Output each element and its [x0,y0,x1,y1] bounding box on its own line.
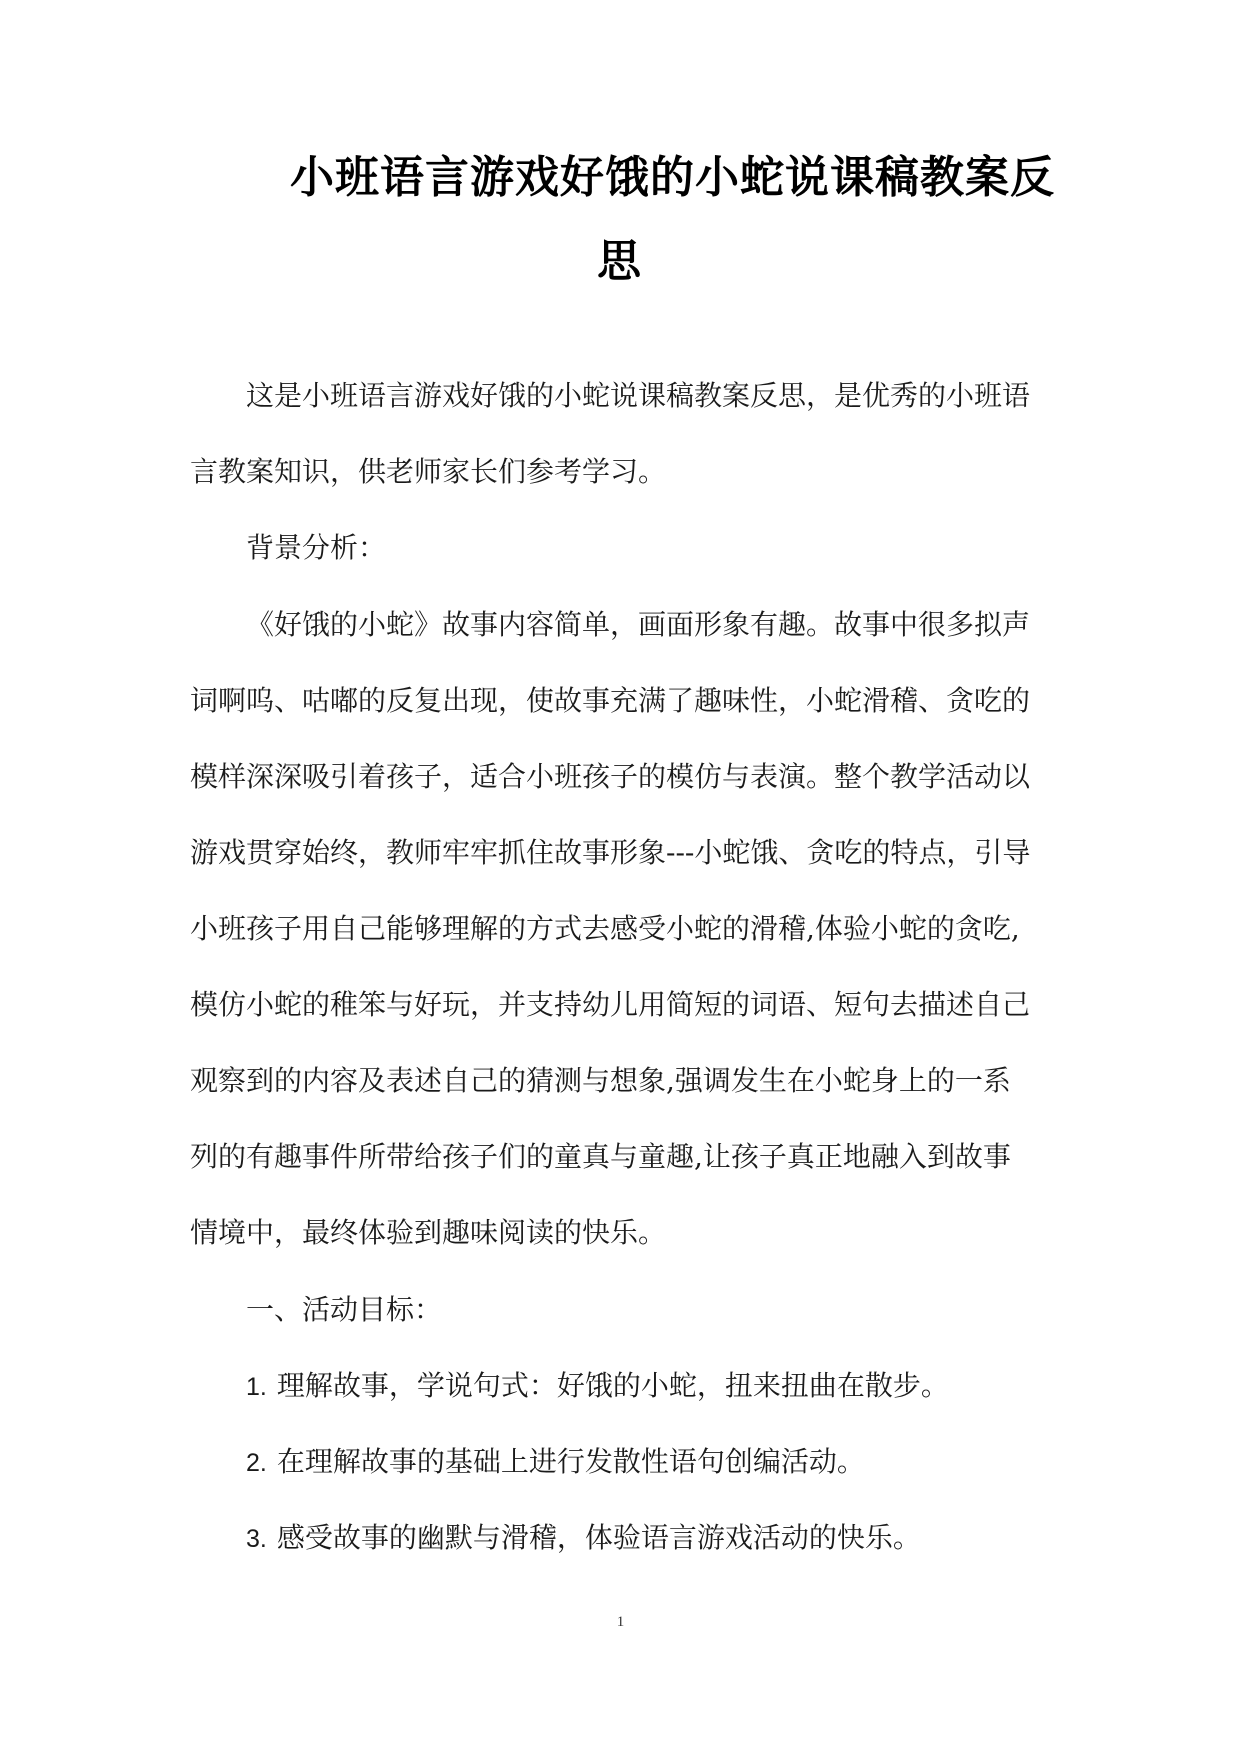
background-line-1: 《好饿的小蛇》故事内容简单，画面形象有趣。故事中很多拟声 [246,608,1031,641]
background-line-8: 列的有趣事件所带给孩子们的童真与童趣,让孩子真正地融入到故事 [190,1140,1011,1173]
goal-number: 1. [246,1373,267,1401]
goal-item-2 [246,1442,865,1483]
intro-line-2: 言教案知识，供老师家长们参考学习。 [190,455,667,488]
goal-text: 感受故事的幽默与滑稽，体验语言游戏活动的快乐。 [276,1521,921,1554]
background-line-2: 词啊呜、咕嘟的反复出现，使故事充满了趣味性，小蛇滑稽、贪吃的 [190,684,1031,717]
document-title-line-2: 思 [597,236,641,287]
intro-line-1: 这是小班语言游戏好饿的小蛇说课稿教案反思，是优秀的小班语 [246,379,1031,412]
document-title-line-1: 小班语言游戏好饿的小蛇说课稿教案反 [290,152,1055,203]
goal-number: 3. [246,1525,267,1553]
background-line-5: 小班孩子用自己能够理解的方式去感受小蛇的滑稽,体验小蛇的贪吃, [190,912,1020,945]
goal-item-3 [246,1518,921,1559]
goal-number: 2. [246,1449,267,1477]
background-heading: 背景分析： [246,531,387,564]
goals-heading: 一、活动目标： [246,1293,443,1326]
goal-item-1 [246,1366,949,1407]
goal-text: 理解故事，学说句式：好饿的小蛇，扭来扭曲在散步。 [276,1369,949,1402]
background-line-6: 模仿小蛇的稚笨与好玩，并支持幼儿用简短的词语、短句去描述自己 [190,988,1031,1021]
goal-text: 在理解故事的基础上进行发散性语句创编活动。 [276,1445,865,1478]
page-number: 1 [616,1614,625,1630]
background-line-3: 模样深深吸引着孩子，适合小班孩子的模仿与表演。整个教学活动以 [190,760,1031,793]
background-line-4: 游戏贯穿始终，教师牢牢抓住故事形象---小蛇饿、贪吃的特点，引导 [190,836,1031,869]
background-line-7: 观察到的内容及表述自己的猜测与想象,强调发生在小蛇身上的一系 [190,1064,1011,1097]
background-line-9: 情境中，最终体验到趣味阅读的快乐。 [190,1216,667,1249]
